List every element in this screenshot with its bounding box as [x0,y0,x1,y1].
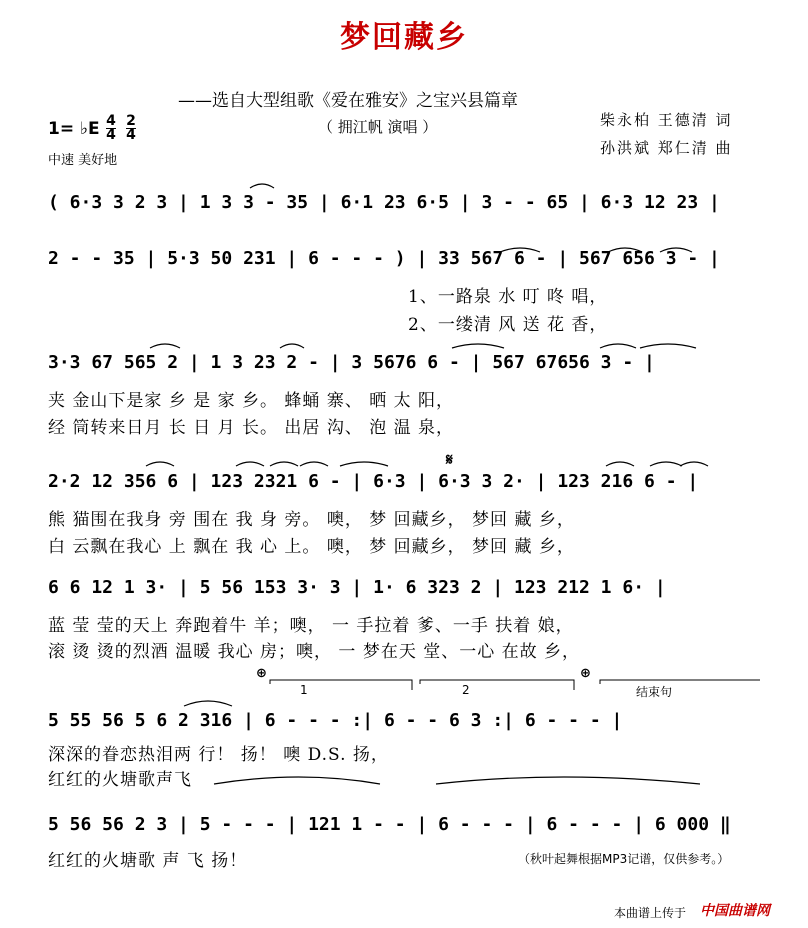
time-signature-bottom: 4 [106,127,116,143]
subtitle: ——选自大型组歌《爱在雅安》之宝兴县篇章 [178,91,518,111]
ending-1-label: 1 [300,683,308,697]
score-row-1: ( 6·3 3 2 3 | 1 3 3 - 35 | 6·1 23 6·5 | 3 - - 65 | 6·3 12 23 | [48,192,720,213]
coda-mark: ⊕ [580,666,591,681]
lyrics-row-2-verse-2: 2、一缕清 风 送 花 香， [408,315,608,335]
composer-credit: 孙洪斌 郑仁清 曲 [600,139,733,157]
transcription-note: （秋叶起舞根据MP3记谱，仅供参考。） [518,852,730,866]
score-row-6: 5 55 56 5 6 2 316 | 6 - - - :| 6 - - 6 3 :| 6 - - - | [48,710,623,731]
site-logo[interactable]: 中国曲谱网 [700,903,770,919]
time-signature-top: 2 [126,113,136,129]
lyrics-row-5-verse-1: 蓝 莹 莹的天上 奔跑着牛 羊；噢， 一 手拉着 爹、一手 扶着 娘， [48,616,574,636]
time-signature-top: 4 [106,113,116,129]
lyrics-row-3-verse-1: 夹 金山下是家 乡 是 家 乡。 蜂蛹 寨、 晒 太 阳， [48,391,455,411]
score-row-7: 5 56 56 2 3 | 5 - - - | 121 1 - - | 6 - - - | 6 - - - | 6 000 ‖ [48,814,731,835]
page-title: 梦回藏乡 [340,20,468,55]
time-signature-4-4 [106,115,116,142]
lyrics-row-4-verse-1: 熊 猫围在我身 旁 围在 我 身 旁。 噢， 梦 回藏乡， 梦回 藏 乡， [48,510,575,530]
ending-label: 结束句 [636,685,673,699]
score-row-5: 6 6 12 1 3· | 5 56 153 3· 3 | 1· 6 323 2 | 123 212 1 6· | [48,577,666,598]
lyrics-row-4-verse-2: 白 云飘在我心 上 飘在 我 心 上。 噢， 梦 回藏乡， 梦回 藏 乡， [48,537,575,557]
time-signature-bottom: 4 [126,127,136,143]
lyrics-row-2-verse-1: 1、一路泉 水 叮 咚 唱， [408,287,608,307]
coda-mark: ⊕ [256,666,267,681]
key-signature: 1= ♭E [48,119,100,139]
singer-credit: （ 拥江帆 演唱 ） [318,118,438,136]
score-row-2: 2 - - 35 | 5·3 50 231 | 6 - - - ) | 33 567 6 - | 567 656 3 - | [48,248,720,269]
footer-uploaded-text: 本曲谱上传于 [614,906,687,920]
lyrics-row-7: 红红的火塘歌 声 飞 扬！ [48,851,248,871]
lyricist-credit: 柴永柏 王德清 词 [600,111,733,129]
score-row-4: 2·2 12 356 6 | 123 2321 6 - | 6·3 | 6·3 3 2· | 123 216 6 - | [48,471,699,492]
segno-mark: 𝄋 [446,450,453,469]
time-signature-2-4 [126,115,136,142]
lyrics-row-6-verse-1: 深深的眷恋热泪两 行！ 扬！ 噢 D.S. 扬， [48,745,389,765]
ending-2-label: 2 [462,683,470,697]
lyrics-row-6-verse-2: 红红的火塘歌声飞 [48,770,192,790]
lyrics-row-3-verse-2: 经 筒转来日月 长 日 月 长。 出居 沟、 泡 温 泉， [48,418,455,438]
score-row-3: 3·3 67 565 2 | 1 3 23 2 - | 3 5676 6 - | 567 67656 3 - | [48,352,655,373]
tempo-marking: 中速 美好地 [48,153,118,168]
lyrics-row-5-verse-2: 滚 烫 烫的烈酒 温暖 我心 房；噢， 一 梦在天 堂、一心 在故 乡， [48,642,581,662]
